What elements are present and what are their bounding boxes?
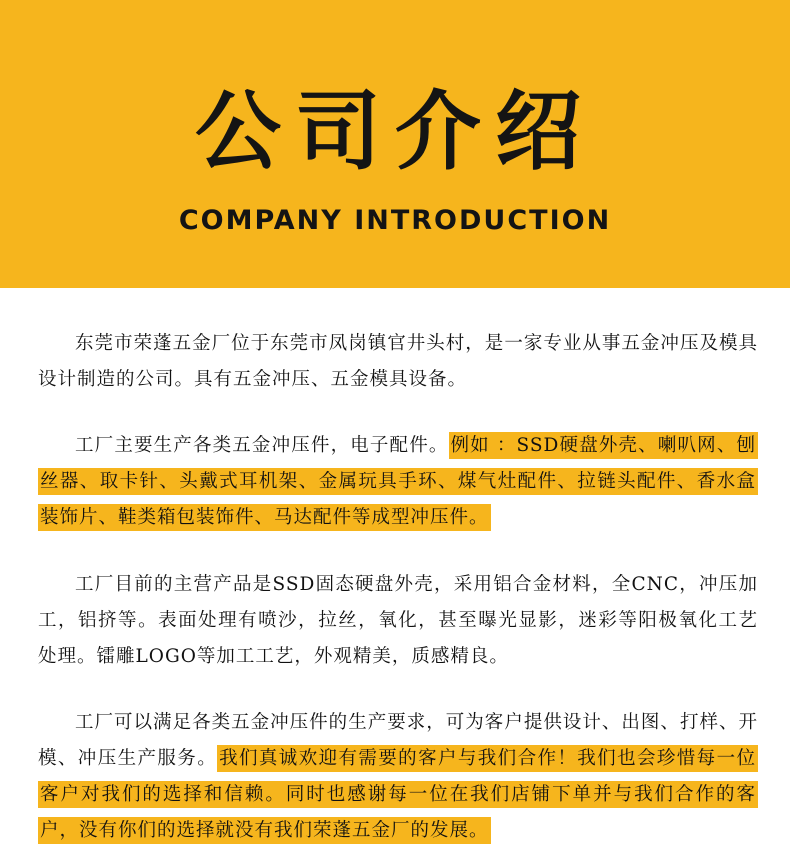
header-banner <box>0 0 790 288</box>
page-title: 公司介绍 <box>195 82 595 182</box>
intro-text: 东莞市荣蓬五金厂位于东莞市凤岗镇官井头村，是一家专业从事五金冲压及模具设计制造的公司。具有五金冲压、五金模具设备。 <box>38 333 758 390</box>
services-paragraph <box>38 705 758 849</box>
intro-paragraph <box>38 326 758 398</box>
products-paragraph <box>38 428 758 536</box>
services-highlight: 我们真诚欢迎有需要的客户与我们合作！我们也会珍惜每一位客户对我们的选择和信赖。同时也感谢每一位在我们店铺下单并与我们合作的客户，没有你们的选择就没有我们荣蓬五金厂的发展。 <box>38 745 758 844</box>
products-text: 工厂主要生产各类五金冲压件，电子配件。 <box>75 435 449 456</box>
page-subtitle: COMPANY INTRODUCTION <box>178 205 612 236</box>
products-highlight: 例如 ：SSD硬盘外壳、喇叭网、刨丝器、取卡针、头戴式耳机架、金属玩具手环、煤气灶配件、拉链头配件、香水盒装饰片、鞋类箱包装饰件、马达配件等成型冲压件。 <box>38 432 758 531</box>
main-product-paragraph <box>38 567 758 675</box>
services-text: 工厂可以满足各类五金冲压件的生产要求，可为客户提供设计、出图、打样、开模、冲压生产服务。 <box>38 712 758 769</box>
main-product-text: 工厂目前的主营产品是SSD固态硬盘外壳，采用铝合金材料，全CNC，冲压加工，铝挤等。表面处理有喷沙，拉丝，氧化，甚至曝光显影，迷彩等阳极氧化工艺处理。镭雕LOGO等加工工艺，外观精美，质感精良。 <box>38 574 758 667</box>
